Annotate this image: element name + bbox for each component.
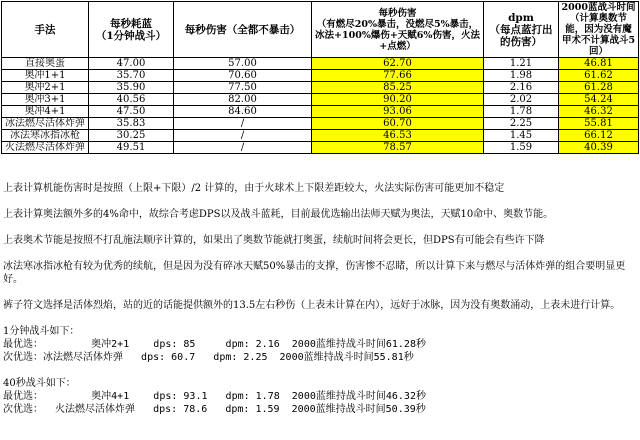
- summary-1min-best: 最优选： 奥冲2+1 dps: 85 dpm: 2.16 2000蓝维持战斗时间61.28秒: [3, 339, 426, 350]
- cell-mana: 47.50: [89, 106, 174, 118]
- cell-method: 奥冲2+1: [2, 82, 89, 94]
- cell-duration: 54.24: [559, 94, 639, 106]
- cell-damage-crit: 90.20: [312, 94, 484, 106]
- cell-damage-crit: 46.53: [312, 130, 484, 142]
- table-row: [2, 58, 639, 70]
- cell-duration: 66.12: [559, 130, 639, 142]
- dps-table: [1, 1, 639, 154]
- note-arcane-efficiency: 上表奥术节能是按照不打乱施法顺序计算的，如果出了奥数节能就打奥蛋，续航时间将会更长，但DPS有可能会有些许下降: [3, 235, 545, 246]
- header-dpm: dpm （每点蓝打出的伤害）: [484, 2, 559, 58]
- table-row: [2, 118, 639, 130]
- cell-mana: 35.70: [89, 70, 174, 82]
- cell-damage: 77.50: [174, 82, 312, 94]
- cell-damage-crit: 93.06: [312, 106, 484, 118]
- note-best-talent: 上表计算奥法额外多的4%命中，故综合考虑DPS以及战斗蓝耗，目前最优选输出法师天赋为奥法，天赋10命中、奥数节能。: [3, 209, 554, 220]
- cell-dpm: 2.25: [484, 118, 559, 130]
- cell-mana: 49.51: [89, 142, 174, 154]
- cell-damage: /: [174, 118, 312, 130]
- note-frost-mage: 冰法寒冰指冰枪有较为优秀的续航，但是因为没有碎冰天赋50%暴击的支撑，伤害惨不忍睹，所以计算下来与燃尽与活体炸弹的组合要明显更好。: [3, 261, 626, 285]
- header-fight-duration: 2000蓝战斗时间 （计算奥数节能，因为没有魔甲术不计算战斗5回）: [559, 2, 639, 58]
- cell-duration: 40.39: [559, 142, 639, 154]
- cell-dpm: 1.21: [484, 58, 559, 70]
- cell-method: 直接奥蛋: [2, 58, 89, 70]
- header-row: [2, 2, 639, 58]
- cell-damage-crit: 78.57: [312, 142, 484, 154]
- cell-mana: 40.56: [89, 94, 174, 106]
- cell-duration: 55.81: [559, 118, 639, 130]
- summary-1min-title: 1分钟战斗如下：: [3, 326, 80, 337]
- cell-dpm: 1.59: [484, 142, 559, 154]
- cell-duration: 46.81: [559, 58, 639, 70]
- cell-mana: 47.00: [89, 58, 174, 70]
- table-row: [2, 130, 639, 142]
- summary-40s-title: 40秒战斗如下：: [3, 378, 76, 389]
- cell-dpm: 2.02: [484, 94, 559, 106]
- cell-damage-crit: 62.70: [312, 58, 484, 70]
- cell-mana: 35.83: [89, 118, 174, 130]
- cell-method: 奥冲3+1: [2, 94, 89, 106]
- header-method: 手法: [2, 2, 89, 58]
- header-mana-per-second: 每秒耗蓝 （1分钟战斗）: [89, 2, 174, 58]
- cell-mana: 35.90: [89, 82, 174, 94]
- cell-duration: 61.62: [559, 70, 639, 82]
- cell-dpm: 1.78: [484, 106, 559, 118]
- header-damage-crit: 每秒伤害 （有燃尽20%暴击，没燃尽5%暴击，冰法+100%爆伤+天赋6%伤害，火法+点燃）: [312, 2, 484, 58]
- cell-damage: 57.00: [174, 58, 312, 70]
- notes: [3, 182, 637, 416]
- cell-method: 奥冲4+1: [2, 106, 89, 118]
- table-row: [2, 82, 639, 94]
- cell-dpm: 1.98: [484, 70, 559, 82]
- summary-40s-best: 最优选： 奥冲4+1 dps: 93.1 dpm: 1.78 2000蓝维持战斗时间46.32秒: [3, 391, 426, 402]
- cell-damage: /: [174, 142, 312, 154]
- cell-damage-crit: 77.66: [312, 70, 484, 82]
- cell-damage: 82.00: [174, 94, 312, 106]
- cell-mana: 30.25: [89, 130, 174, 142]
- cell-method: 冰法寒冰指冰枪: [2, 130, 89, 142]
- table-row: [2, 142, 639, 154]
- summary-40s-second: 次优选： 火法燃尽活体炸弹 dps: 78.6 dpm: 1.59 2000蓝维持战斗时间50.39秒: [3, 404, 426, 415]
- cell-method: 火法燃尽活体炸弹: [2, 142, 89, 154]
- cell-method: 冰法燃尽活体炸弹: [2, 118, 89, 130]
- cell-damage-crit: 60.70: [312, 118, 484, 130]
- note-rune-choice: 裤子符文选择是活体烈焰，站的近的话能提供额外的13.5左右秒伤（上表未计算在内），远好于冰脉，因为没有奥数涌动，上表未进行计算。: [3, 300, 621, 311]
- summary-1min-second: 次优选：冰法燃尽活体炸弹 dps: 60.7 dpm: 2.25 2000蓝维持战斗时间55.81秒: [3, 352, 414, 363]
- cell-damage: /: [174, 130, 312, 142]
- table-row: [2, 70, 639, 82]
- cell-method: 奥冲1+1: [2, 70, 89, 82]
- table-row: [2, 94, 639, 106]
- cell-duration: 46.32: [559, 106, 639, 118]
- note-calculation-method: 上表计算机能伤害时是按照（上限+下限）/2 计算的，由于火球术上下限差距较大，火法实际伤害可能更加不稳定: [3, 183, 505, 194]
- cell-damage-crit: 85.25: [312, 82, 484, 94]
- cell-dpm: 2.16: [484, 82, 559, 94]
- cell-damage: 84.60: [174, 106, 312, 118]
- header-damage-no-crit: 每秒伤害（全都不暴击）: [174, 2, 312, 58]
- cell-dpm: 1.45: [484, 130, 559, 142]
- cell-duration: 61.28: [559, 82, 639, 94]
- table-row: [2, 106, 639, 118]
- cell-damage: 70.60: [174, 70, 312, 82]
